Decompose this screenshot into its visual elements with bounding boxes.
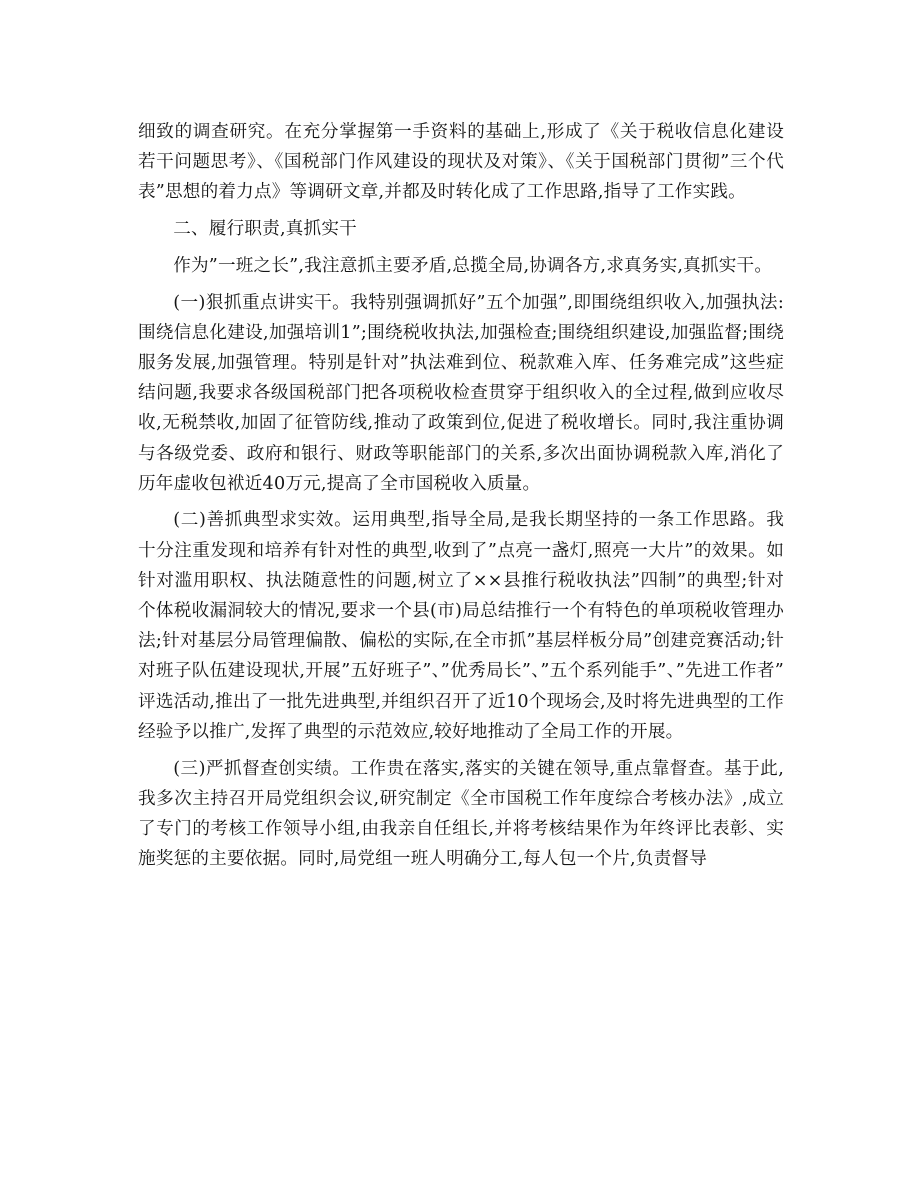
section-heading-duties: 二、履行职责,真抓实干 [173, 219, 357, 240]
paragraph-research-continuation: 细致的调查研究。在充分掌握第一手资料的基础上,形成了《关于税收信息化建设若干问题思考》、《国税部门作风建设的现状及对策》、《关于国税部门贯彻”三个代表”思想的着力点》等调研文章,并都及时转化成了工作思路,指导了工作实践。 [138, 122, 784, 203]
paragraph-class-leader: 作为”一班之长”,我注意抓主要矛盾,总揽全局,协调各方,求真务实,真抓实干。 [173, 255, 773, 276]
paragraph-supervision: (三)严抓督查创实绩。工作贵在落实,落实的关键在领导,重点靠督查。基于此,我多次主持召开局党组织会议,研究制定《全市国税工作年度综合考核办法》,成立了专门的考核工作领导小组,由我亲自任组长,并将考核结果作为年终评比表彰、实施奖惩的主要依据。同时,局党组一班人明确分工,每人包一个片,负责督导 [138, 758, 784, 870]
document-body [138, 117, 784, 881]
paragraph-typical-cases: (二)善抓典型求实效。运用典型,指导全局,是我长期坚持的一条工作思路。我十分注重发现和培养有针对性的典型,收到了”点亮一盏灯,照亮一大片”的效果。如针对滥用职权、执法随意性的问题,树立了××县推行税收执法”四制”的典型;针对个体税收漏洞较大的情况,要求一个县(市)局总结推行一个有特色的单项税收管理办法;针对基层分局管理偏散、偏松的实际,在全市抓”基层样板分局”创建竞赛活动;针对班子队伍建设现状,开展”五好班子”、”优秀局长”、”五个系列能手”、”先进工作者”评选活动,推出了一批先进典型,并组织召开了近10个现场会,及时将先进典型的工作经验予以推广,发挥了典型的示范效应,较好地推动了全局工作的开展。 [138, 510, 784, 742]
paragraph-key-points: (一)狠抓重点讲实干。我特别强调抓好”五个加强”,即围绕组织收入,加强执法:围绕信息化建设,加强培训1”;围绕税收执法,加强检查;围绕组织建设,加强监督;围绕服务发展,加强管理。特别是针对”执法难到位、税款难入库、任务难完成”这些症结问题,我要求各级国税部门把各项税收检查贯穿于组织收入的全过程,做到应收尽收,无税禁收,加固了征管防线,推动了政策到位,促进了税收增长。同时,我注重协调与各级党委、政府和银行、财政等职能部门的关系,多次出面协调税款入库,消化了历年虚收包袱近40万元,提高了全市国税收入质量。 [138, 292, 784, 494]
